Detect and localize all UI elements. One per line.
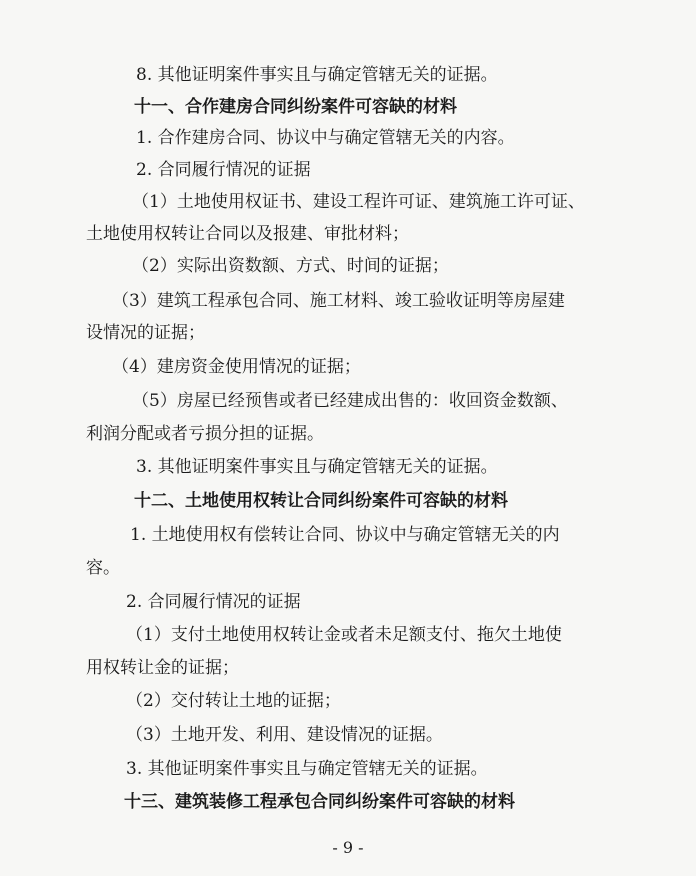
section-11-sub-5-line-1: （5）房屋已经预售或者已经建成出售的：收回资金数额、 [132,391,568,411]
section-11-sub-4: （4）建房资金使用情况的证据； [112,357,361,377]
section-11-sub-1-line-2: 土地使用权转让合同以及报建、审批材料； [86,224,409,244]
section-12-item-2: 2. 合同履行情况的证据 [126,592,301,612]
page-number: - 9 - [332,838,364,857]
section-13-heading: 十三、建筑装修工程承包合同纠纷案件可容缺的材料 [124,792,515,812]
section-12-heading: 十二、土地使用权转让合同纠纷案件可容缺的材料 [134,491,508,511]
section-11-heading: 十一、合作建房合同纠纷案件可容缺的材料 [134,97,457,117]
section-12-sub-1-line-1: （1）支付土地使用权转让金或者未足额支付、拖欠土地使 [126,625,562,645]
section-11-sub-3-line-1: （3）建筑工程承包合同、施工材料、竣工验收证明等房屋建 [112,291,565,311]
section-12-sub-3: （3）土地开发、利用、建设情况的证据。 [126,725,443,745]
section-12-item-1-line-2: 容。 [86,558,120,578]
section-11-sub-3-line-2: 设情况的证据； [86,323,205,343]
section-11-sub-2: （2）实际出资数额、方式、时间的证据； [132,256,449,276]
section-11-item-2: 2. 合同履行情况的证据 [136,160,311,180]
section-12-sub-2: （2）交付转让土地的证据； [126,691,341,711]
section-12-item-1-line-1: 1. 土地使用权有偿转让合同、协议中与确定管辖无关的内 [130,525,560,545]
section-11-item-3: 3. 其他证明案件事实且与确定管辖无关的证据。 [136,457,498,477]
section-12-sub-1-line-2: 用权转让金的证据； [86,658,239,678]
item-8-text: 8. 其他证明案件事实且与确定管辖无关的证据。 [136,65,498,85]
section-11-sub-1-line-1: （1）土地使用权证书、建设工程许可证、建筑施工许可证、 [132,192,585,212]
section-11-sub-5-line-2: 利润分配或者亏损分担的证据。 [86,424,324,444]
section-12-item-3: 3. 其他证明案件事实且与确定管辖无关的证据。 [126,759,488,779]
section-11-item-1: 1. 合作建房合同、协议中与确定管辖无关的内容。 [136,128,515,148]
